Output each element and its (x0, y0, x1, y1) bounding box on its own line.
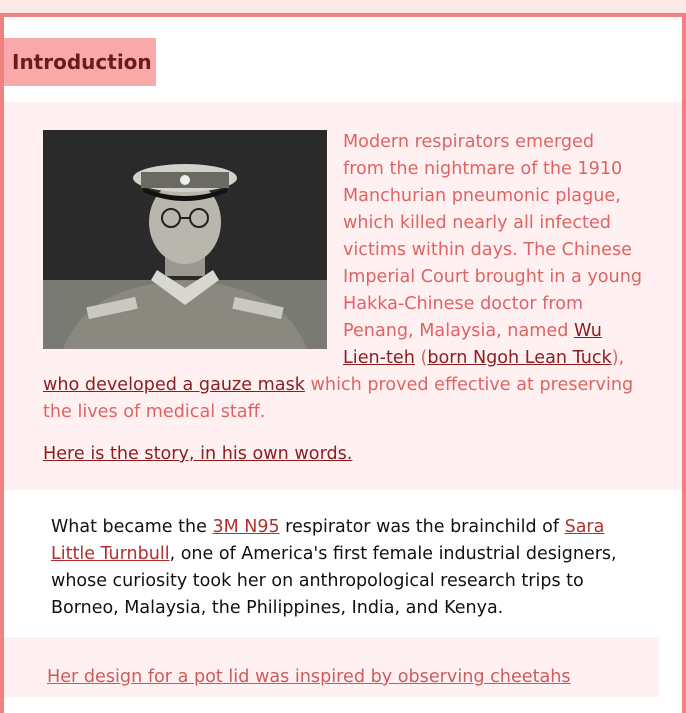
text-segment: What became the (51, 517, 213, 537)
text-line: whose curiosity took her on anthropological research trips to (51, 571, 584, 591)
text-line (51, 541, 631, 568)
text-line: Manchurian pneumonic plague, (343, 186, 621, 206)
text-line: from the nightmare of the 1910 (343, 159, 623, 179)
text-segment: ( (414, 348, 428, 368)
text-segment: , one of America's first female industrial designers, (169, 544, 617, 564)
text-line (343, 318, 602, 345)
sara-turnbull-link[interactable]: Sara (564, 517, 605, 537)
text-line: the lives of medical staff. (43, 402, 266, 422)
text-line: which killed nearly all infected (343, 213, 611, 233)
pot-lid-link[interactable]: Her design for a pot lid was inspired by observing cheetahs (47, 667, 571, 687)
text-line (51, 514, 631, 541)
3m-n95-link[interactable]: 3M N95 (212, 517, 280, 537)
text-line: Borneo, Malaysia, the Philippines, India, and Kenya. (51, 598, 504, 618)
wu-lien-teh-link[interactable]: Lien-teh (343, 348, 415, 368)
text-segment: ), (611, 348, 625, 368)
born-name-link[interactable]: born Ngoh Lean Tuck (427, 348, 612, 368)
gauze-mask-link[interactable]: who developed a gauze mask (43, 375, 305, 395)
text-line (43, 372, 633, 399)
text-line: Modern respirators emerged (343, 132, 595, 152)
turnbull-paragraph (51, 514, 631, 622)
text-line: Hakka-Chinese doctor from (343, 294, 584, 314)
text-segment: respirator was the brainchild of (279, 517, 565, 537)
text-segment: which proved effective at preserving (304, 375, 634, 395)
sara-turnbull-link[interactable]: Little Turnbull (51, 544, 170, 564)
text-line (343, 345, 624, 372)
top-strip (0, 0, 686, 13)
text-segment: Penang, Malaysia, named (343, 321, 574, 341)
text-line: victims within days. The Chinese (343, 240, 632, 260)
portrait-image (43, 130, 327, 349)
wu-lien-teh-link[interactable]: Wu (573, 321, 602, 341)
story-link[interactable]: Here is the story, in his own words. (43, 444, 353, 464)
text-line: Imperial Court brought in a young (343, 267, 643, 287)
section-title: Introduction (4, 38, 156, 86)
